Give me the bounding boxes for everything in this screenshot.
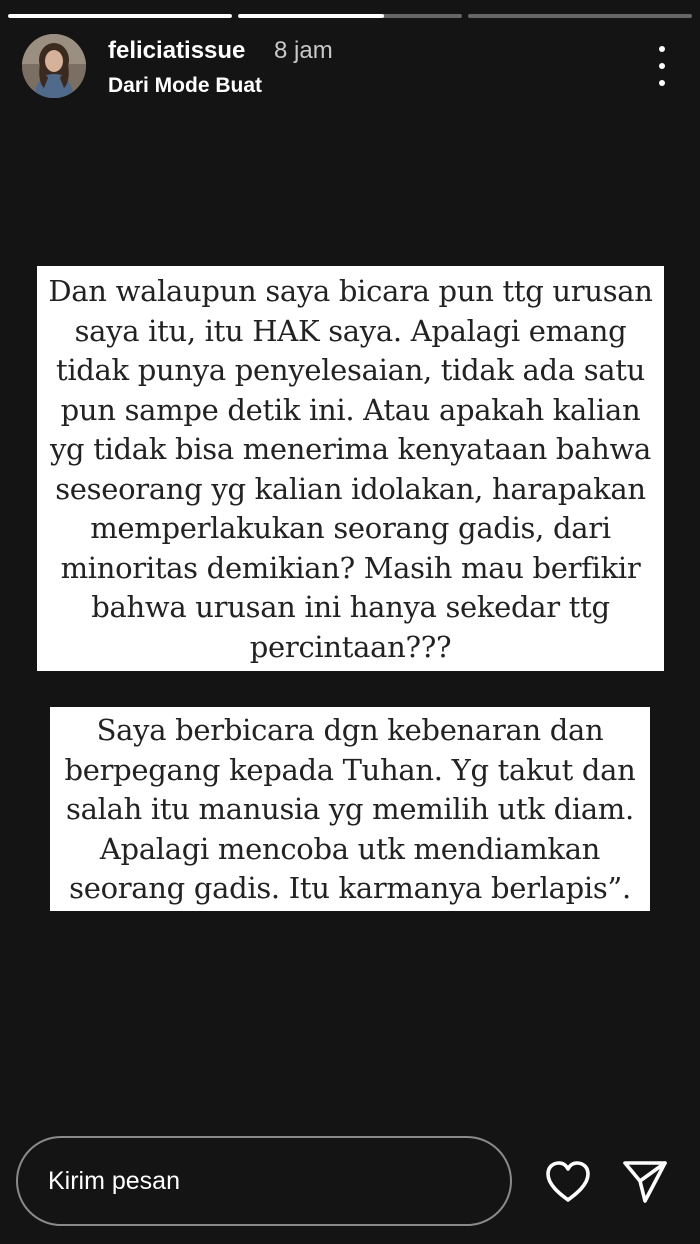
send-icon [621, 1159, 669, 1205]
story-header [22, 30, 678, 106]
card-text-line: minoritas demikian? Masih mau berfikir [60, 550, 641, 585]
progress-segment [8, 14, 232, 18]
story-text-card [50, 707, 650, 911]
more-dot-icon [659, 80, 665, 86]
more-options-button[interactable] [652, 46, 672, 86]
card-text-line: memperlakukan seorang gadis, dari [90, 511, 611, 545]
card-text-line: saya itu, itu HAK saya. Apalagi emang [74, 313, 627, 348]
story-timestamp: 8 jam [274, 37, 333, 64]
progress-segment [238, 14, 462, 18]
card-text-line: yg tidak bisa menerima kenyataan bahwa [49, 432, 652, 466]
progress-fill [238, 14, 384, 18]
card-text-line: Apalagi mencoba utk mendiamkan [99, 831, 601, 866]
story-subtitle: Dari Mode Buat [108, 74, 263, 97]
card-text-line: seorang gadis. Itu karmanya berlapis”. [69, 871, 631, 905]
card-text-line: percintaan??? [249, 629, 452, 664]
avatar[interactable] [22, 34, 86, 98]
card-text-line: berpegang kepada Tuhan. Yg takut dan [64, 752, 636, 787]
card-text-line: Dan walaupun saya bicara pun ttg urusan [48, 274, 653, 308]
card-text-line: salah itu manusia yg memilih utk diam. [66, 792, 634, 826]
more-dot-icon [659, 63, 665, 69]
heart-icon [544, 1160, 592, 1204]
username[interactable]: feliciatissue [108, 37, 246, 64]
send-button[interactable] [620, 1158, 670, 1206]
progress-segment [468, 14, 692, 18]
message-input[interactable] [16, 1136, 512, 1226]
card-text-line: tidak punya penyelesaian, tidak ada satu [55, 353, 646, 387]
card-text-line: bahwa urusan ini hanya sekedar ttg [91, 590, 610, 624]
card-text-line: seseorang yg kalian idolakan, harapakan [55, 471, 646, 506]
story-text-card [37, 266, 664, 671]
card-text-line: pun sampe detik ini. Atau apakah kalian [60, 392, 641, 427]
like-button[interactable] [543, 1158, 593, 1206]
card-text-line: Saya berbicara dgn kebenaran dan [96, 713, 604, 747]
progress-fill [8, 14, 232, 18]
story-progress-bar [8, 14, 692, 18]
more-dot-icon [659, 46, 665, 52]
